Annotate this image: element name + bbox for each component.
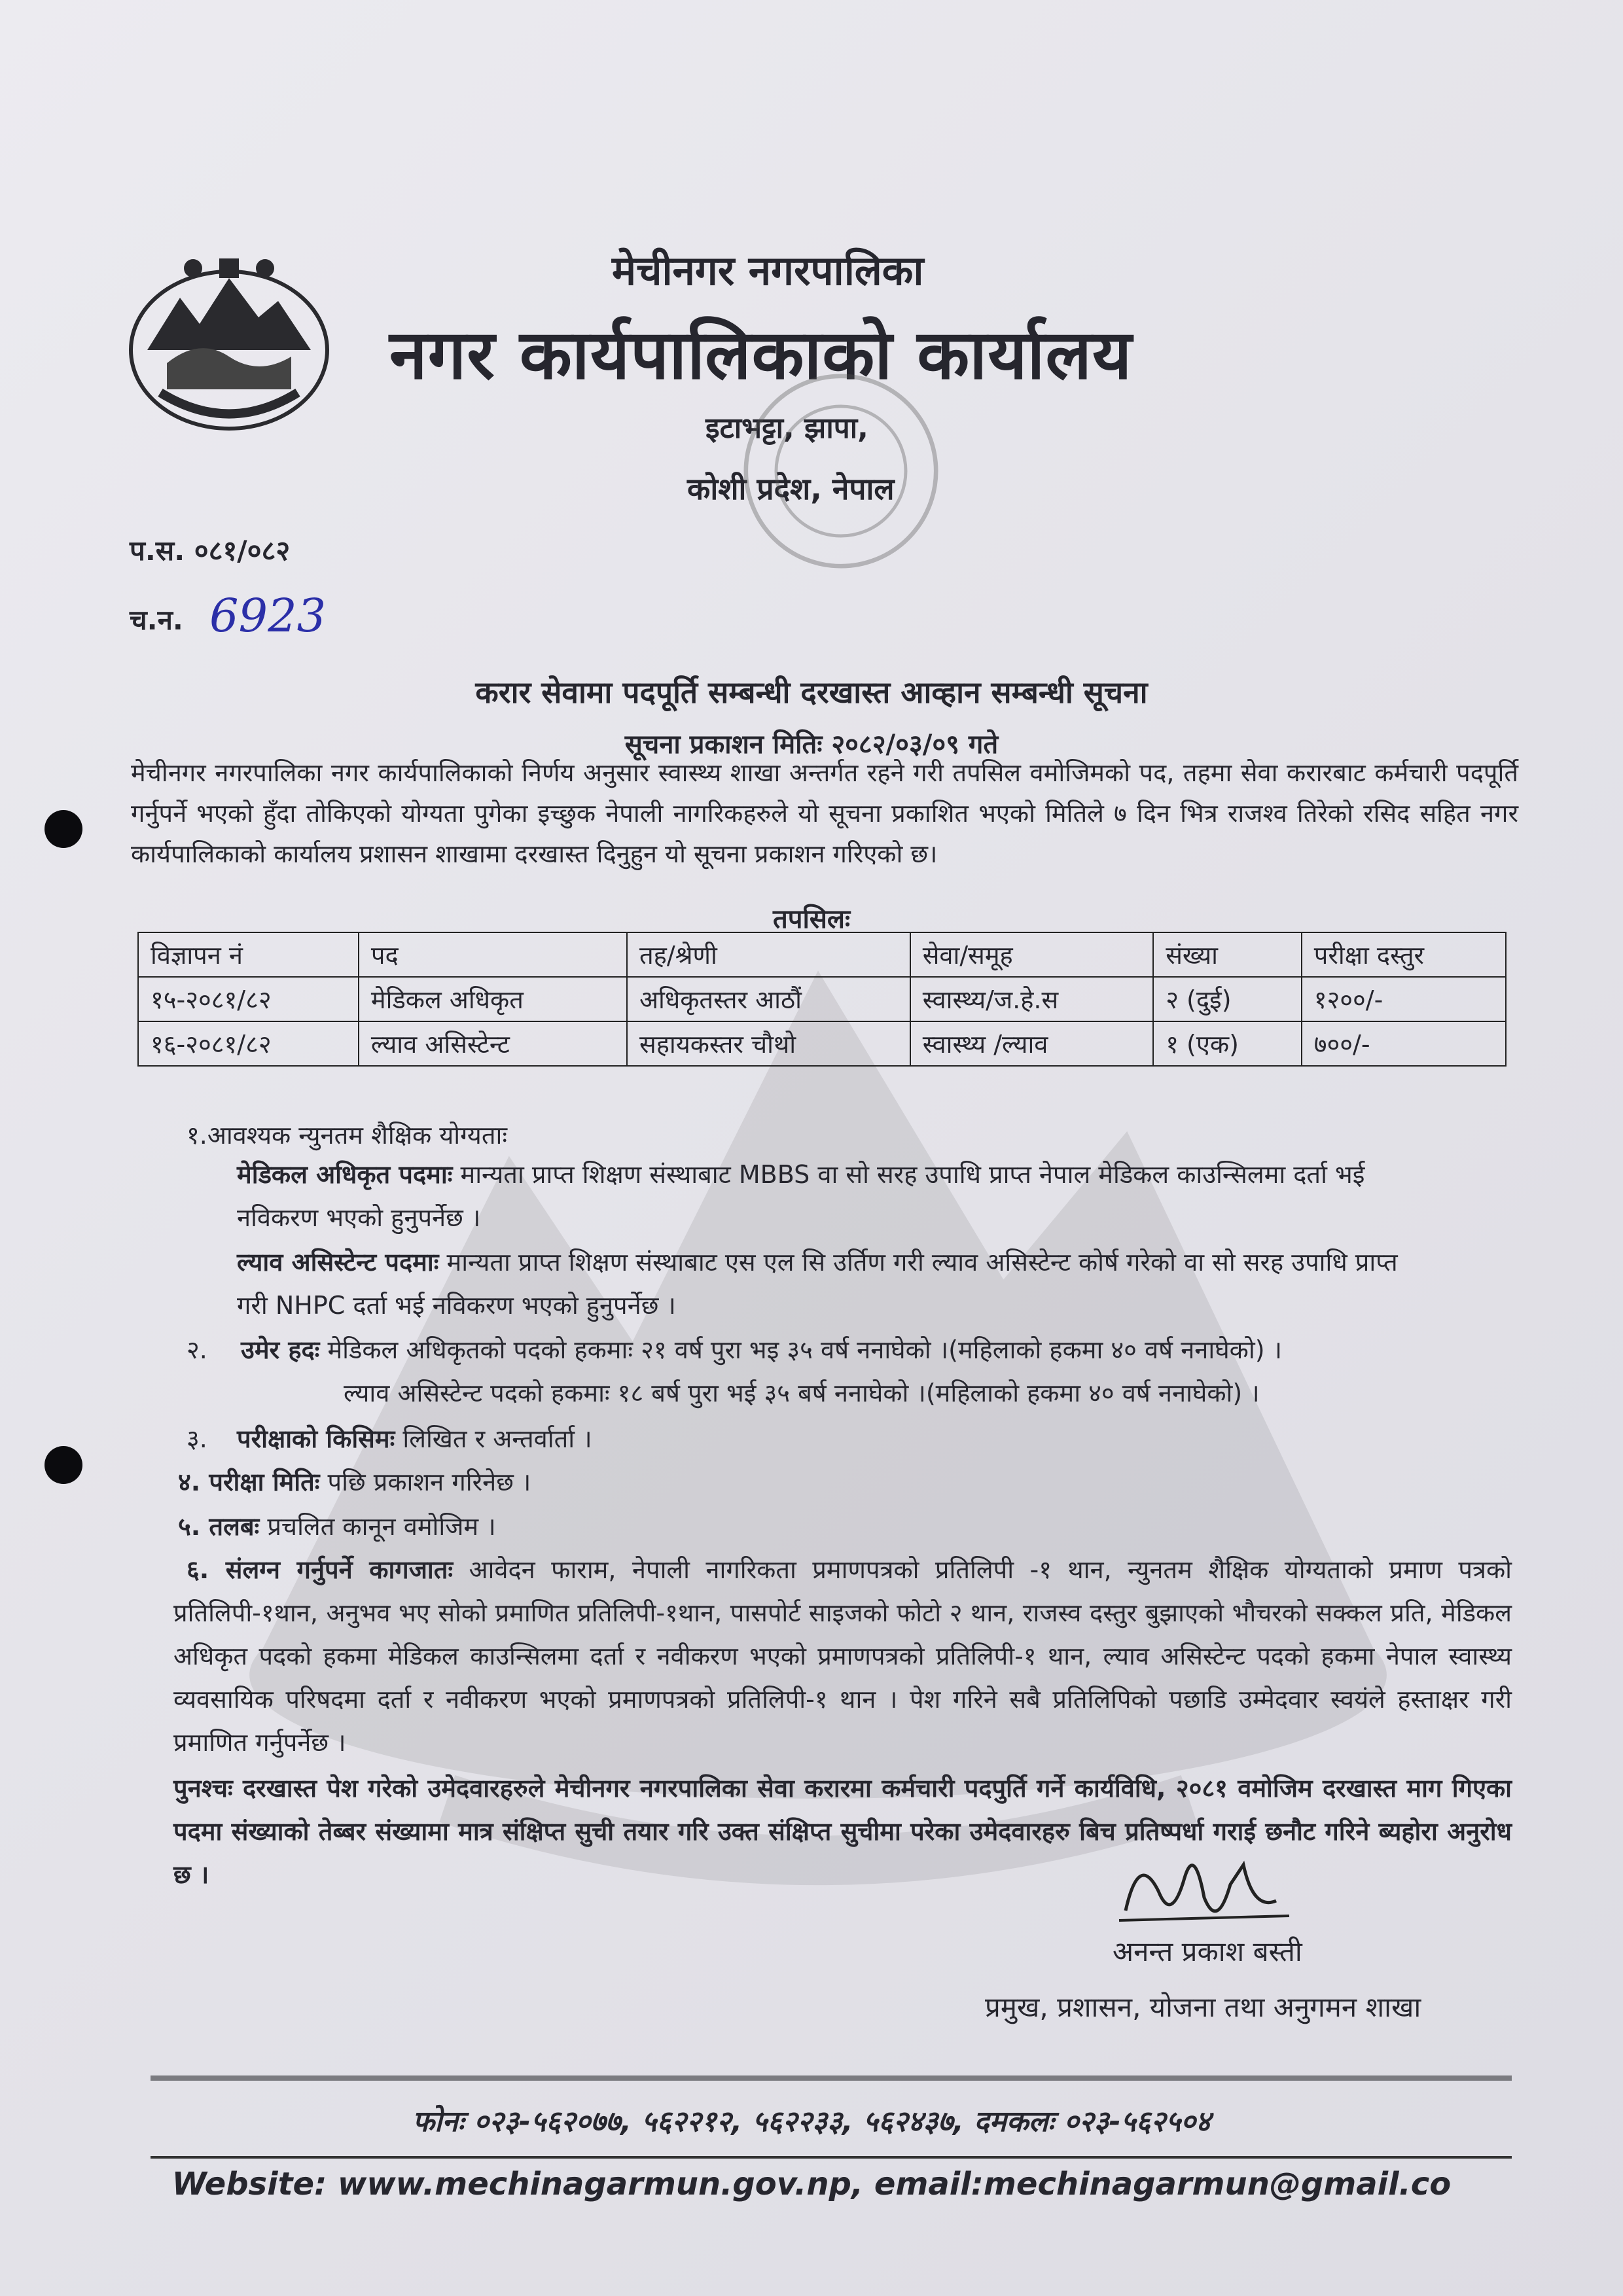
footer-divider [151, 2156, 1512, 2159]
signature [1113, 1839, 1296, 1937]
salary-label: ५. तलबः [178, 1512, 260, 1541]
column-header: तह/श्रेणी [627, 932, 910, 977]
age-limit-label: उमेर हदः [241, 1335, 320, 1364]
office-stamp [733, 363, 949, 579]
required-documents [173, 1548, 1512, 1764]
table-header-row [138, 932, 1506, 977]
table-cell: ल्याव असिस्टेन्ट [359, 1021, 627, 1066]
age-limit-text: मेडिकल अधिकृतको पदको हकमाः २१ वर्ष पुरा भइ ३५ वर्ष ननाघेको ।(महिलाको हकमा ४० वर्ष ननाघेको) । [319, 1335, 1283, 1364]
punch-hole [45, 810, 82, 848]
salary [178, 1505, 496, 1548]
qualification-lab-label: ल्याव असिस्टेन्ट पदमाः [237, 1248, 439, 1277]
address-line-2: कोशी प्रदेश, नेपाल [687, 471, 895, 506]
exam-date [178, 1460, 531, 1504]
column-header: पद [359, 932, 627, 977]
exam-date-label: ४. परीक्षा मितिः [178, 1468, 320, 1496]
table-cell: स्वास्थ्य /ल्याव [910, 1021, 1154, 1066]
publication-date: सूचना प्रकाशन मितिः २०८२/०३/०९ गते [624, 730, 999, 760]
footer-website: Website: www.mechinagarmun.gov.np, email:mechinagarmun@gmail.co [171, 2166, 1452, 2202]
table-cell: १६-२०८१/८२ [138, 1021, 359, 1066]
exam-type-label: परीक्षाको किसिमः [237, 1424, 395, 1453]
required-documents-text: आवेदन फाराम, नेपाली नागरिकता प्रमाणपत्रको प्रतिलिपी -१ थान, न्युनतम शैक्षिक योग्यताको प्रमाण पत्रको प्रतिलिपी-१थान, अनुभव भए सोको प्रमाणित प्रतिलिपी-१थान, पासपोर्ट साइजको फोटो २ थान, राजस्व दस्तुर बुझाएको भौचरको सक्कल प्रति, मेडिकल अधिकृत पदको हकमा मेडिकल काउन्सिलमा दर्ता र नवीकरण भएको प्रमाणपत्रको प्रतिलिपी-१ थान, ल्याव असिस्टेन्ट पदको हकमा नेपाल स्वास्थ्य व्यवसायिक परिषदमा दर्ता र नवीकरण भएको प्रमाणपत्रको प्रतिलिपी-१ थान । पेश गरिने सबै प्रतिलिपिको पछाडि उम्मेदवार स्वयंले हस्ताक्षर गरी प्रमाणित गर्नुपर्नेछ । [173, 1555, 1512, 1757]
exam-type-number: ३. [187, 1424, 207, 1453]
national-emblem-icon [121, 252, 337, 442]
table-cell: १ (एक) [1153, 1021, 1302, 1066]
age-limit [241, 1328, 1517, 1371]
table-cell: मेडिकल अधिकृत [359, 977, 627, 1021]
fiscal-year: प.स. ०८१/०८२ [130, 535, 291, 567]
qualification-lab-text: मान्यता प्राप्त शिक्षण संस्थाबाट एस एल सि उर्तिण गरी ल्याव असिस्टेन्ट कोर्ष गरेको वा सो सरह उपाधि प्राप्त [438, 1248, 1398, 1277]
footer-phone: फोनः ०२३-५६२०७७, ५६२२१२, ५६२२३३, ५६२४३७, दमकलः ०२३-५६२५०४ [412, 2105, 1211, 2138]
footer-divider [151, 2075, 1512, 2081]
punch-hole [45, 1446, 82, 1484]
office-name: नगर कार्यपालिकाको कार्यालय [389, 315, 1133, 395]
qualification-medical-text: मान्यता प्राप्त शिक्षण संस्थाबाट MBBS वा सो सरह उपाधि प्राप्त नेपाल मेडिकल काउन्सिलमा दर्ता भई [452, 1160, 1365, 1189]
table-row [138, 977, 1506, 1021]
column-header: परीक्षा दस्तुर [1302, 932, 1506, 977]
age-number: २. [187, 1335, 207, 1364]
exam-type [237, 1417, 592, 1460]
exam-date-text: पछि प्रकाशन गरिनेछ । [319, 1468, 531, 1496]
table-cell: १५-२०८१/८२ [138, 977, 359, 1021]
qualification-medical-label: मेडिकल अधिकृत पदमाः [237, 1160, 453, 1189]
qualification-heading: १.आवश्यक न्युनतम शैक्षिक योग्यताः [187, 1121, 508, 1150]
table-cell: १२००/- [1302, 977, 1506, 1021]
postscript: पुनश्चः दरखास्त पेश गरेको उमेदवारहरुले मेचीनगर नगरपालिका सेवा करारमा कर्मचारी पदपुर्ति गर्ने कार्यविधि, २०८१ वमोजिम दरखास्त माग गिएका पदमा संख्याको तेब्बर संख्यामा मात्र संक्षिप्त सुची तयार गरि उक्त संक्षिप्त सुचीमा परेका उमेदवारहरु बिच प्रतिष्पर्धा गराई छनौट गरिने ब्यहोरा अनुरोध छ । [173, 1774, 1512, 1889]
signatory-name: अनन्त प्रकाश बस्ती [1113, 1935, 1302, 1968]
qualification-lab [237, 1241, 1513, 1284]
table-cell: सहायकस्तर चौथो [627, 1021, 910, 1066]
required-documents-label: ६. संलग्न गर्नुपर्ने कागजातः [187, 1555, 454, 1584]
address-line-1: इटाभट्टा, झापा, [705, 412, 868, 445]
vacancy-table [137, 932, 1507, 1067]
column-header: संख्या [1153, 932, 1302, 977]
notice-intro: मेचीनगर नगरपालिका नगर कार्यपालिकाको निर्णय अनुसार स्वास्थ्य शाखा अन्तर्गत रहने गरी तपसिल वमोजिमको पद, तहमा सेवा करारबाट कर्मचारी पदपूर्ति गर्नुपर्ने भएको हुँदा तोकिएको योग्यता पुगेका इच्छुक नेपाली नागरिकहरुले यो सूचना प्रकाशित भएको मितिले ७ दिन भित्र राजश्व तिरेको रसिद सहित नगर कार्यपालिकाको कार्यालय प्रशासन शाखामा दरखास्त दिनुहुन यो सूचना प्रकाशन गरिएको छ। [131, 758, 1518, 868]
qualification-medical-cont: नविकरण भएको हुनुपर्नेछ । [237, 1203, 481, 1232]
tapsil-label: तपसिलः [772, 904, 851, 934]
signatory-designation: प्रमुख, प्रशासन, योजना तथा अनुगमन शाखा [985, 1991, 1421, 2023]
table-row [138, 1021, 1506, 1066]
table-cell: अधिकृतस्तर आठौं [627, 977, 910, 1021]
municipality-name: मेचीनगर नगरपालिका [612, 247, 924, 294]
chalan-number: 6923 [209, 589, 327, 643]
age-limit-lab: ल्याव असिस्टेन्ट पदको हकमाः १८ बर्ष पुरा भई ३५ बर्ष ननाघेको ।(महिलाको हकमा ४० वर्ष ननाघेको) । [344, 1379, 1260, 1407]
exam-type-text: लिखित र अन्तर्वार्ता । [395, 1424, 592, 1453]
column-header: सेवा/समूह [910, 932, 1154, 977]
table-cell: ७००/- [1302, 1021, 1506, 1066]
chalan-label: च.न. [130, 604, 183, 636]
notice-title: करार सेवामा पदपूर्ति सम्बन्धी दरखास्त आव्हान सम्बन्धी सूचना [475, 675, 1148, 710]
table-cell: २ (दुई) [1153, 977, 1302, 1021]
qualification-lab-cont: गरी NHPC दर्ता भई नविकरण भएको हुनुपर्नेछ । [237, 1291, 676, 1320]
qualification-medical [237, 1153, 1513, 1196]
column-header: विज्ञापन नं [138, 932, 359, 977]
table-cell: स्वास्थ्य/ज.हे.स [910, 977, 1154, 1021]
salary-text: प्रचलित कानून वमोजिम । [259, 1512, 496, 1541]
